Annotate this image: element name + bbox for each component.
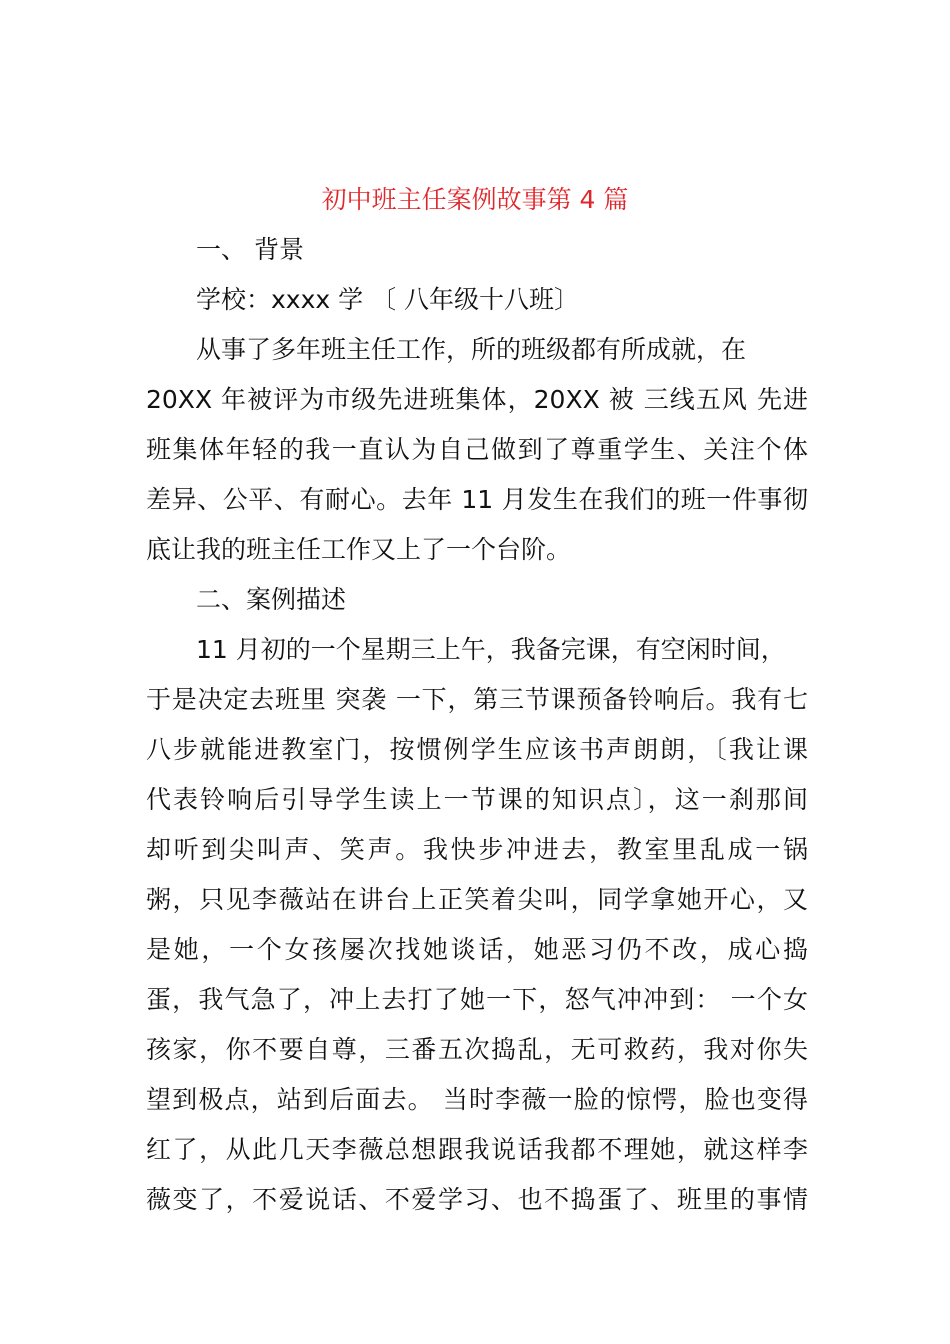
paragraph-line: 八步就能进教室门，按惯例学生应该书声朗朗，〔我让课 <box>146 735 808 764</box>
paragraph-line: 薇变了，不爱说话、不爱学习、也不捣蛋了、班里的事情 <box>146 1185 808 1214</box>
paragraph-line: 却听到尖叫声、笑声。我快步冲进去，教室里乱成一锅 <box>146 835 808 864</box>
paragraph-line: 代表铃响后引导学生读上一节课的知识点〕，这一刹那间 <box>146 785 808 814</box>
section-heading-case-description: 二、案例描述 <box>196 585 347 614</box>
paragraph-line: 11 月初的一个星期三上午，我备完课，有空闲时间， <box>196 635 786 664</box>
paragraph-line: 从事了多年班主任工作，所的班级都有所成就，在 <box>196 335 747 364</box>
paragraph-line: 差异、公平、有耐心。去年 11 月发生在我们的班一件事彻 <box>146 485 808 514</box>
paragraph-line: 底让我的班主任工作又上了一个台阶。 <box>146 535 572 564</box>
paragraph-line: 蛋，我气急了，冲上去打了她一下，怒气冲冲到： 一个女 <box>146 985 808 1014</box>
document-title: 初中班主任案例故事第 4 篇 <box>321 185 629 214</box>
paragraph-line: 班集体年轻的我一直认为自己做到了尊重学生、关注个体 <box>146 435 808 464</box>
paragraph-line: 于是决定去班里 突袭 一下，第三节课预备铃响后。我有七 <box>146 685 808 714</box>
paragraph-line: 20XX 年被评为市级先进班集体，20XX 被 三线五风 先进 <box>146 385 808 414</box>
school-info-line: 学校：xxxx 学 〔 八年级十八班〕 <box>196 285 580 314</box>
paragraph-line: 望到极点，站到后面去。 当时李薇一脸的惊愕，脸也变得 <box>146 1085 808 1114</box>
paragraph-line: 粥，只见李薇站在讲台上正笑着尖叫，同学拿她开心，又 <box>146 885 808 914</box>
paragraph-line: 红了，从此几天李薇总想跟我说话我都不理她，就这样李 <box>146 1135 808 1164</box>
paragraph-line: 孩家，你不要自尊，三番五次捣乱，无可救药，我对你失 <box>146 1035 808 1064</box>
paragraph-line: 是她，一个女孩屡次找她谈话，她恶习仍不改，成心捣 <box>146 935 808 964</box>
section-heading-background: 一、 背景 <box>196 235 304 264</box>
